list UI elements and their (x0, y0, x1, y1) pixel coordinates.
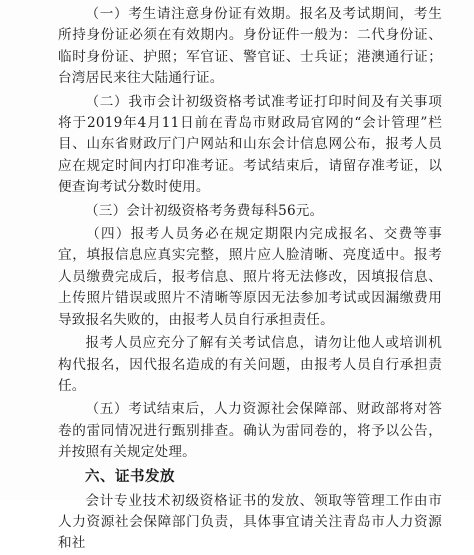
paragraph-text: （五）考试结束后，人力资源社会保障部、财政部将对答卷的雷同情况进行甄别排查。确认为雷同卷的，将予以公告，并按照有关规定处理。 (58, 401, 442, 461)
paragraph-registration-rules (58, 224, 442, 331)
paragraph-exam-fee (58, 201, 442, 222)
paragraph-text: 会计专业技术初级资格证书的发放、领取等管理工作由市人力资源社会保障部门负责，具体事宜请关注青岛市人力资源和社 (58, 492, 442, 552)
paragraph-plagiarism-check (58, 399, 442, 463)
paragraph-text: （一）考生请注意身份证有效期。报名及考试期间，考生所持身份证必须在有效期内。身份证件一般为：二代身份证、临时身份证、护照；军官证、警官证、士兵证；港澳通行证；台湾居民来往大陆通行证。 (58, 6, 442, 87)
paragraph-text: （三）会计初级资格考务费每科56元。 (85, 202, 324, 219)
paragraph-text: 报考人员应充分了解有关考试信息，请勿让他人或培训机构代报名，因代报名造成的有关问题，由报考人员自行承担责任。 (58, 335, 442, 394)
paragraph-certificate-issue (58, 491, 442, 555)
section-heading-certificate: 六、证书发放 (85, 468, 175, 485)
paragraph-proxy-registration (58, 333, 442, 397)
document-body (58, 4, 442, 555)
paragraph-text: （二）我市会计初级资格考试准考证打印时间及有关事项将于2019年4月11日前在青岛市财政局官网的“会计管理”栏目、山东省财政厅门户网站和山东会计信息网公布，报考人员应在规定时间内打印准考证。考试结束后，请留存准考证，以便查询考试分数时使用。 (58, 93, 442, 196)
paragraph-text: （四）报考人员务必在规定期限内完成报名、交费等事宜，填报信息应真实完整，照片应人脸清晰、亮度适中。报考人员缴费完成后，报考信息、照片将无法修改，因填报信息、上传照片错误或照片不清晰等原因无法参加考试或因漏缴费用导致报名失败的，由报考人员自行承担责任。 (58, 226, 442, 328)
paragraph-id-validity (58, 4, 442, 90)
paragraph-admission-ticket (58, 92, 442, 199)
